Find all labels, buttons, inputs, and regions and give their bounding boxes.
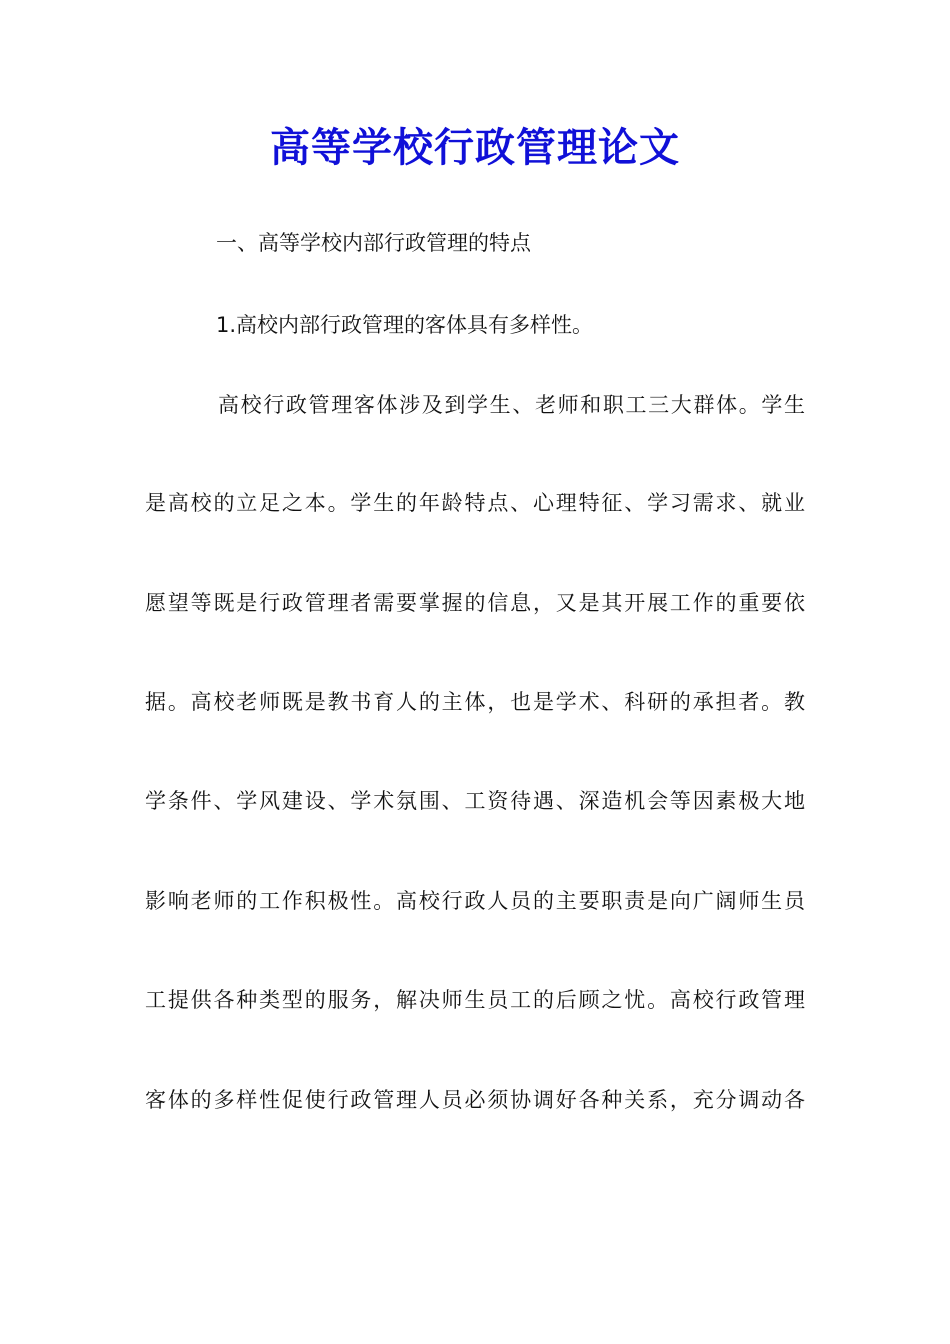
paragraph-line: 是高校的立足之本。学生的年龄特点、心理特征、学习需求、就业 [145, 491, 805, 515]
paragraph-line: 学条件、学风建设、学术氛围、工资待遇、深造机会等因素极大地 [145, 789, 805, 813]
paragraph-line: 工提供各种类型的服务，解决师生员工的后顾之忧。高校行政管理 [145, 988, 805, 1012]
paragraph-line: 影响老师的工作积极性。高校行政人员的主要职责是向广阔师生员 [145, 889, 805, 913]
paragraph-line: 愿望等既是行政管理者需要掌握的信息，又是其开展工作的重要依 [145, 591, 805, 615]
page-title: 高等学校行政管理论文 [270, 124, 680, 171]
paragraph-line: 高校行政管理客体涉及到学生、老师和职工三大群体。学生 [218, 393, 805, 417]
paragraph-line: 客体的多样性促使行政管理人员必须协调好各种关系，充分调动各 [145, 1088, 805, 1112]
paragraph-line: 据。高校老师既是教书育人的主体，也是学术、科研的承担者。教 [145, 690, 805, 714]
section-heading: 一、高等学校内部行政管理的特点 [216, 231, 531, 255]
sub-heading: 1.高校内部行政管理的客体具有多样性。 [216, 313, 594, 337]
